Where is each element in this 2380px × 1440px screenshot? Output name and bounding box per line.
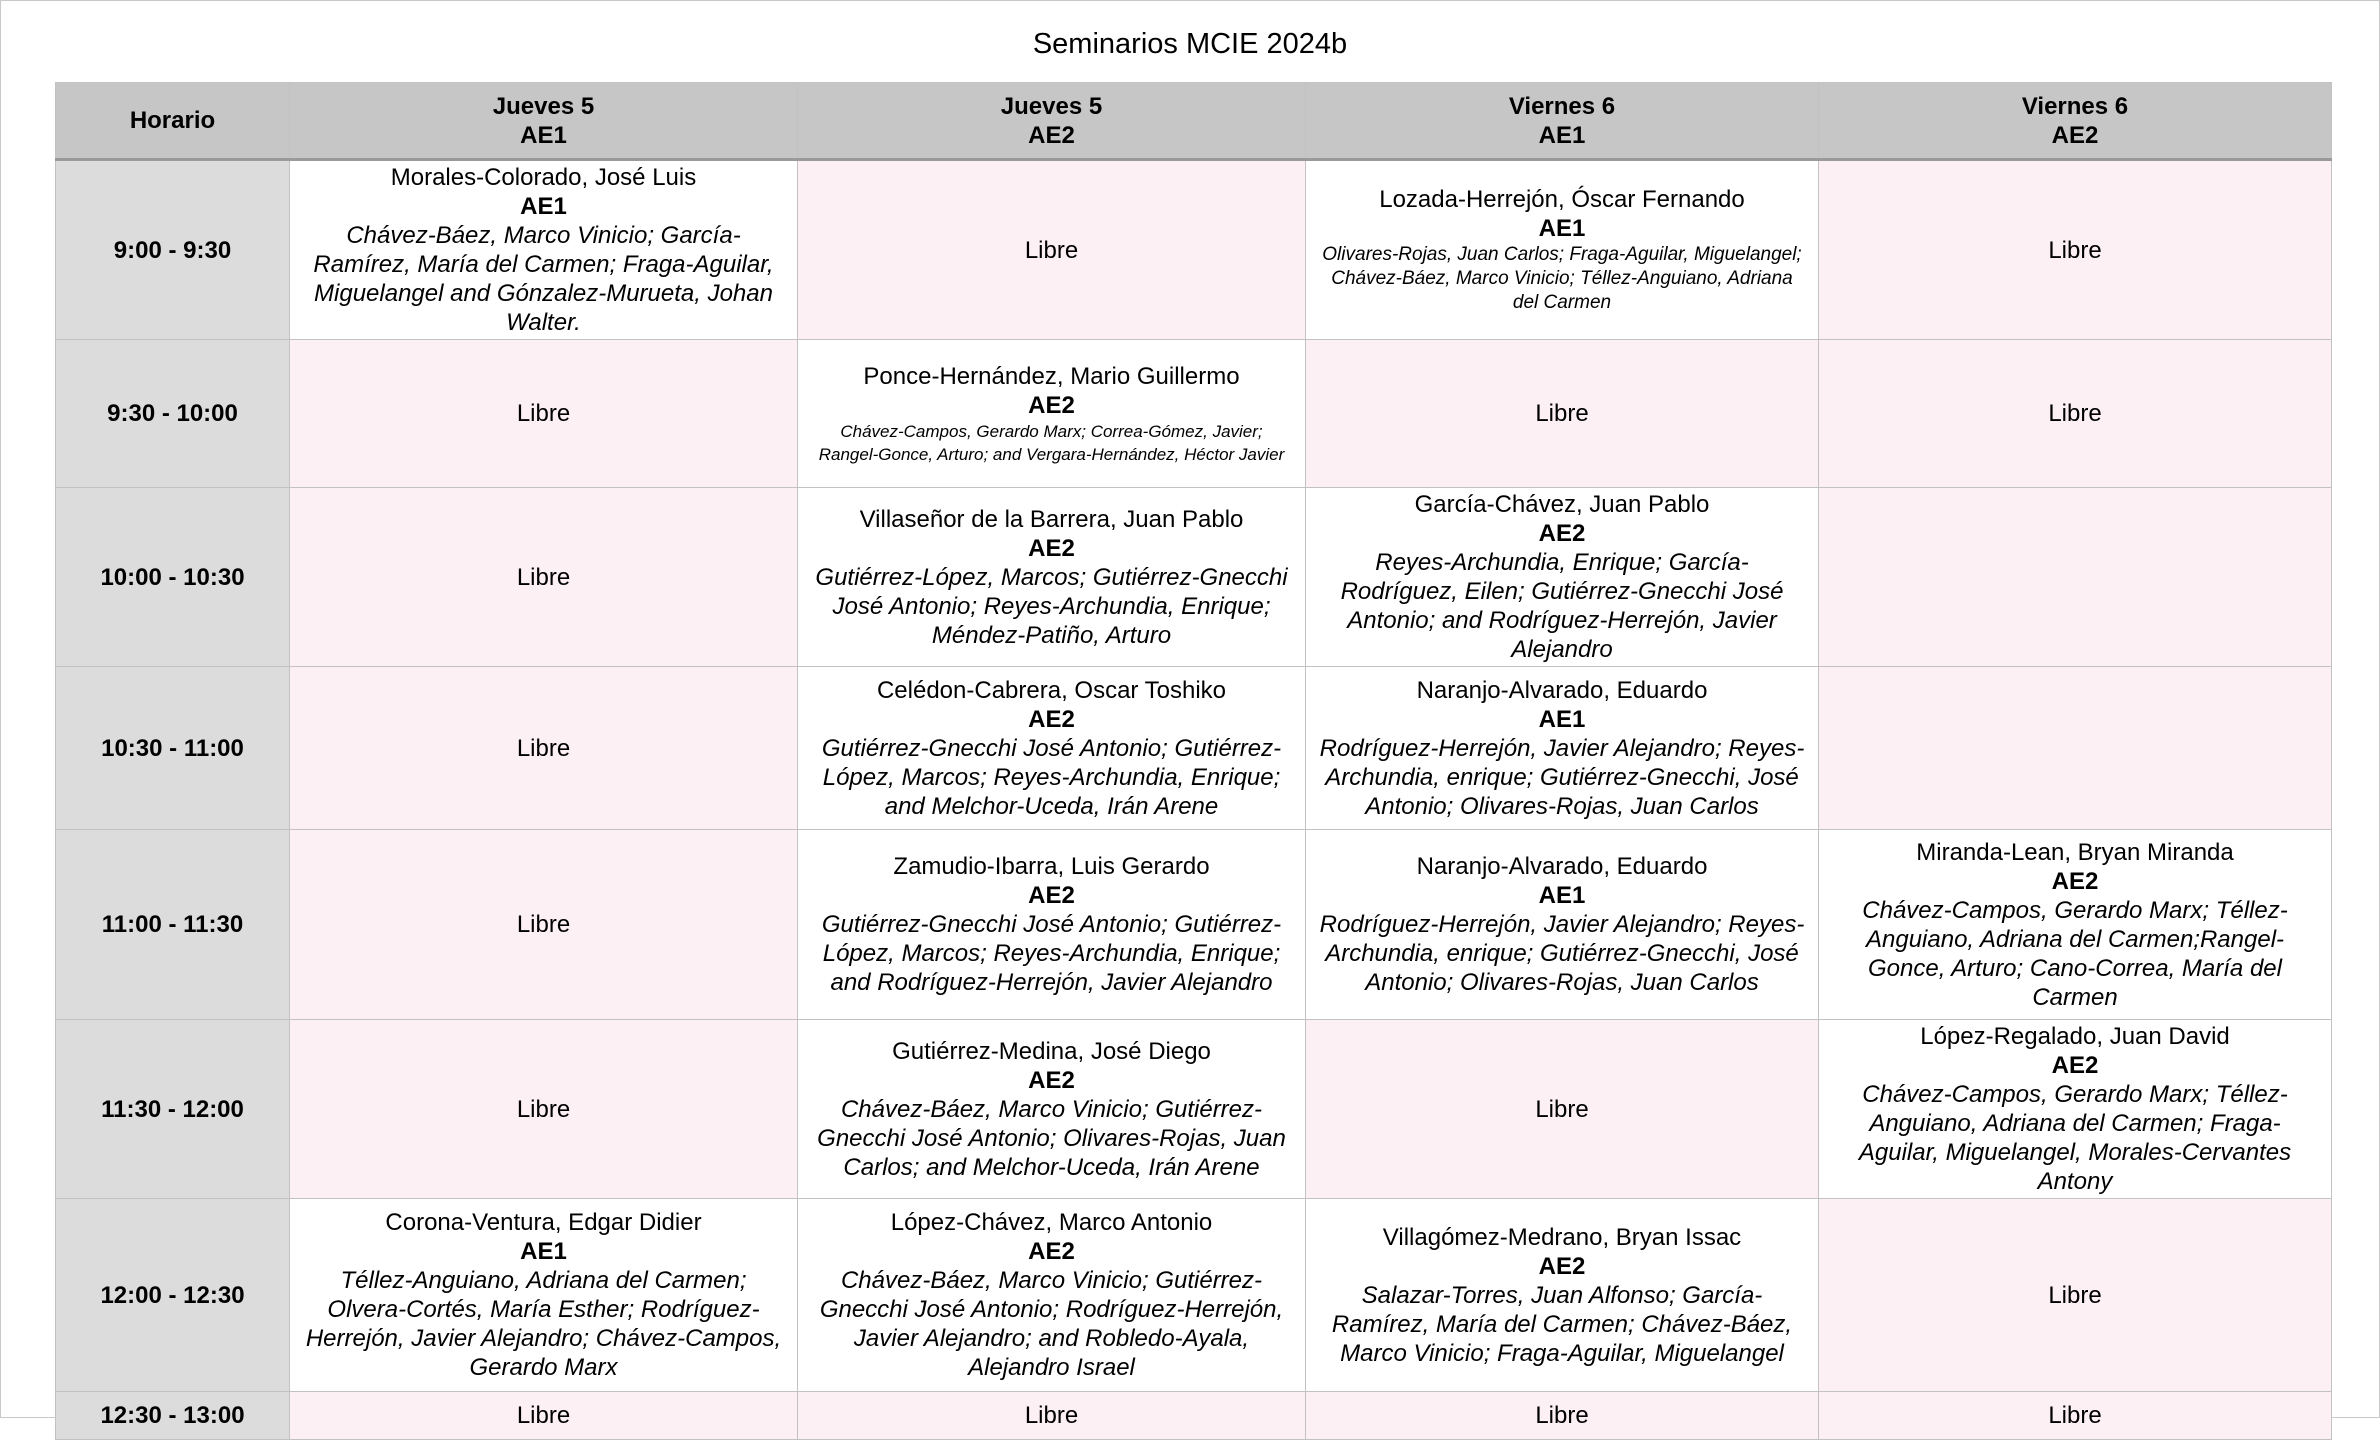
table-body [56, 160, 2332, 1440]
presenter-name: Gutiérrez-Medina, José Diego [892, 1037, 1211, 1065]
cell-free-viernes-ae2: Libre [1819, 160, 2332, 340]
presenter-name: Villagómez-Medrano, Bryan Issac [1382, 1223, 1742, 1251]
cell-free-jueves-ae1: Libre [290, 1392, 798, 1440]
time-slot-label: 11:00 - 11:30 [56, 830, 290, 1020]
header-jueves-ae1: Jueves 5 AE1 [290, 83, 798, 160]
area-code: AE2 [1028, 1066, 1075, 1094]
cell-free-viernes-ae1: Libre [1306, 1020, 1819, 1199]
area-code: AE1 [1538, 882, 1586, 909]
committee-members: Rodríguez-Herrejón, Javier Alejandro; Reyes-Archundia, enrique; Gutiérrez-Gnecchi, José Antonio; Olivares-Rojas, Juan Carlos [1319, 734, 1805, 820]
table-row [56, 1392, 2332, 1440]
header-viernes-ae1: Viernes 6 AE1 [1306, 83, 1819, 160]
committee-members: Salazar-Torres, Juan Alfonso; García-Ramírez, María del Carmen; Chávez-Báez, Marco Vinicio; Fraga-Aguilar, Miguelangel [1331, 1281, 1793, 1367]
cell-free-viernes-ae1: Libre [1306, 340, 1819, 488]
cell-seminar-viernes-ae1 [1306, 488, 1819, 667]
table-row [56, 1199, 2332, 1392]
time-slot-label: 12:00 - 12:30 [56, 1199, 290, 1392]
cell-free-jueves-ae2: Libre [798, 160, 1306, 340]
cell-empty-viernes-ae2 [1819, 488, 2332, 667]
cell-seminar-jueves-ae2 [798, 1199, 1306, 1392]
cell-seminar-jueves-ae2 [798, 340, 1306, 488]
cell-free-jueves-ae1: Libre [290, 488, 798, 667]
area-code: AE1 [1538, 705, 1586, 733]
committee-members: Reyes-Archundia, Enrique; García-Rodríguez, Eilen; Gutiérrez-Gnecchi José Antonio; and Rodríguez-Herrejón, Javier Alejandro [1340, 549, 1784, 663]
cell-free-jueves-ae1: Libre [290, 1020, 798, 1199]
time-slot-label: 12:30 - 13:00 [56, 1392, 290, 1440]
presenter-name: Corona-Ventura, Edgar Didier [385, 1209, 702, 1236]
committee-members: Olivares-Rojas, Juan Carlos; Fraga-Aguilar, Miguelangel; Chávez-Báez, Marco Vinicio; Téllez-Anguiano, Adriana del Carmen [1322, 244, 1802, 313]
cell-seminar-viernes-ae1 [1306, 667, 1819, 830]
cell-seminar-jueves-ae1 [290, 160, 798, 340]
time-slot-label: 10:00 - 10:30 [56, 488, 290, 667]
committee-members: Chávez-Báez, Marco Vinicio; Gutiérrez-Gnecchi José Antonio; Rodríguez-Herrejón, Javier Alejandro; and Robledo-Ayala, Alejandro Israel [819, 1267, 1284, 1381]
table-row [56, 1020, 2332, 1199]
presenter-name: Miranda-Lean, Bryan Miranda [1916, 838, 2234, 866]
area-code: AE2 [1538, 1252, 1586, 1280]
presenter-name: Morales-Colorado, José Luis [390, 164, 697, 191]
header-horario: Horario [56, 83, 290, 160]
committee-members: Gutiérrez-Gnecchi José Antonio; Gutiérrez-López, Marcos; Reyes-Archundia, Enrique; and Rodríguez-Herrejón, Javier Alejandro [821, 911, 1282, 996]
committee-members: Rodríguez-Herrejón, Javier Alejandro; Reyes-Archundia, enrique; Gutiérrez-Gnecchi, José Antonio; Olivares-Rojas, Juan Carlos [1319, 911, 1805, 996]
area-code: AE1 [1538, 215, 1586, 242]
schedule-table [55, 82, 2332, 1440]
cell-free-viernes-ae2: Libre [1819, 1392, 2332, 1440]
table-row [56, 830, 2332, 1020]
cell-free-viernes-ae2: Libre [1819, 340, 2332, 488]
cell-free-viernes-ae2: Libre [1819, 1199, 2332, 1392]
table-row [56, 488, 2332, 667]
page-title: Seminarios MCIE 2024b [1032, 28, 1348, 60]
area-code: AE2 [2051, 867, 2099, 895]
presenter-name: García-Chávez, Juan Pablo [1414, 491, 1710, 518]
time-slot-label: 9:00 - 9:30 [56, 160, 290, 340]
cell-seminar-viernes-ae1 [1306, 1199, 1819, 1392]
cell-free-jueves-ae1: Libre [290, 830, 798, 1020]
committee-members: Chávez-Campos, Gerardo Marx; Téllez-Anguiano, Adriana del Carmen; Fraga-Aguilar, Miguelangel, Morales-Cervantes Antony [1858, 1081, 2292, 1195]
presenter-name: Naranjo-Alvarado, Eduardo [1416, 676, 1708, 704]
cell-free-jueves-ae2: Libre [798, 1392, 1306, 1440]
table-row [56, 667, 2332, 830]
presenter-name: Villaseñor de la Barrera, Juan Pablo [859, 505, 1244, 533]
area-code: AE1 [520, 193, 567, 220]
cell-free-jueves-ae1: Libre [290, 667, 798, 830]
presenter-name: Naranjo-Alvarado, Eduardo [1416, 853, 1708, 880]
committee-members: Gutiérrez-López, Marcos; Gutiérrez-Gnecchi José Antonio; Reyes-Archundia, Enrique; Méndez-Patiño, Arturo [815, 563, 1288, 649]
area-code: AE2 [1028, 882, 1075, 909]
presenter-name: Ponce-Hernández, Mario Guillermo [863, 362, 1240, 390]
header-viernes-ae2: Viernes 6 AE2 [1819, 83, 2332, 160]
table-header [56, 83, 2332, 160]
area-code: AE2 [1538, 520, 1586, 547]
presenter-name: Zamudio-Ibarra, Luis Gerardo [893, 853, 1210, 880]
cell-empty-viernes-ae2 [1819, 667, 2332, 830]
table-row [56, 160, 2332, 340]
committee-members: Gutiérrez-Gnecchi José Antonio; Gutiérrez-López, Marcos; Reyes-Archundia, Enrique; and Melchor-Uceda, Irán Arene [821, 734, 1282, 820]
time-slot-label: 11:30 - 12:00 [56, 1020, 290, 1199]
committee-members: Chávez-Báez, Marco Vinicio; Gutiérrez-Gnecchi José Antonio; Olivares-Rojas, Juan Carlos; and Melchor-Uceda, Irán Arene [817, 1095, 1286, 1181]
presenter-name: López-Regalado, Juan David [1920, 1023, 2230, 1050]
area-code: AE2 [1028, 391, 1075, 419]
committee-members: Chávez-Campos, Gerardo Marx; Correa-Gómez, Javier; Rangel-Gonce, Arturo; and Vergara-Hernández, Héctor Javier [818, 421, 1285, 464]
cell-seminar-jueves-ae2 [798, 488, 1306, 667]
header-jueves-ae2: Jueves 5 AE2 [798, 83, 1306, 160]
committee-members: Chávez-Campos, Gerardo Marx; Téllez-Anguiano, Adriana del Carmen;Rangel-Gonce, Arturo; Cano-Correa, María del Carmen [1862, 896, 2288, 1011]
cell-seminar-viernes-ae1 [1306, 830, 1819, 1020]
time-slot-label: 9:30 - 10:00 [56, 340, 290, 488]
cell-seminar-jueves-ae1 [290, 1199, 798, 1392]
cell-seminar-jueves-ae2 [798, 1020, 1306, 1199]
area-code: AE1 [520, 1238, 567, 1265]
area-code: AE2 [2051, 1052, 2099, 1079]
cell-free-viernes-ae1: Libre [1306, 1392, 1819, 1440]
cell-seminar-jueves-ae2 [798, 667, 1306, 830]
cell-free-jueves-ae1: Libre [290, 340, 798, 488]
area-code: AE2 [1028, 1238, 1075, 1265]
presenter-name: López-Chávez, Marco Antonio [890, 1209, 1213, 1236]
committee-members: Téllez-Anguiano, Adriana del Carmen; Olvera-Cortés, María Esther; Rodríguez-Herrejón, Javier Alejandro; Chávez-Campos, Gerardo Marx [305, 1267, 782, 1381]
cell-seminar-viernes-ae2 [1819, 830, 2332, 1020]
cell-seminar-viernes-ae1 [1306, 160, 1819, 340]
area-code: AE2 [1028, 534, 1075, 562]
cell-seminar-viernes-ae2 [1819, 1020, 2332, 1199]
area-code: AE2 [1028, 705, 1075, 733]
committee-members: Chávez-Báez, Marco Vinicio; García-Ramírez, María del Carmen; Fraga-Aguilar, Miguelangel and Gónzalez-Murueta, Johan Walter. [313, 222, 774, 336]
cell-seminar-jueves-ae2 [798, 830, 1306, 1020]
table-row [56, 340, 2332, 488]
presenter-name: Celédon-Cabrera, Oscar Toshiko [876, 676, 1227, 704]
header-row [56, 83, 2332, 160]
time-slot-label: 10:30 - 11:00 [56, 667, 290, 830]
presenter-name: Lozada-Herrejón, Óscar Fernando [1379, 186, 1745, 213]
